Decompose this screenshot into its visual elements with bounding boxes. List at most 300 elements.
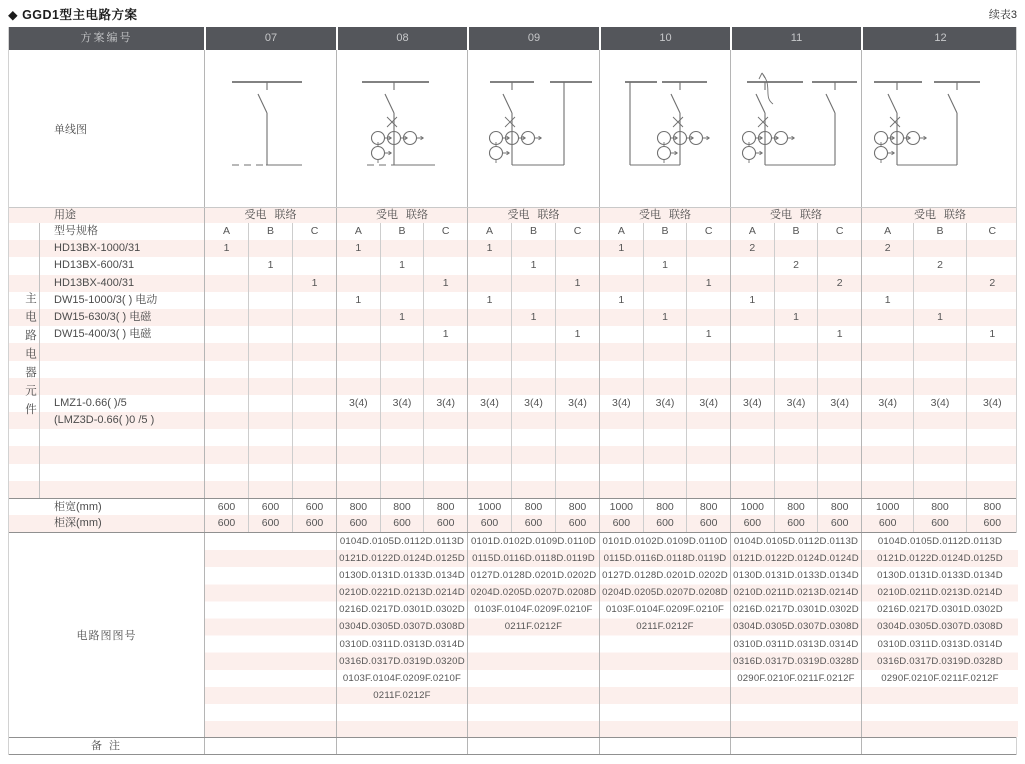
- circuit-number-line: 0211F.0212F: [504, 621, 563, 633]
- scheme-group: [730, 275, 861, 292]
- scheme-group: [336, 361, 467, 378]
- scheme-number-cell: 12: [861, 27, 1018, 50]
- circuit-number-section: [9, 532, 1016, 737]
- spec-cell: [774, 326, 818, 343]
- spec-cell: 800: [643, 499, 687, 515]
- spec-cell: [248, 240, 292, 257]
- spec-cell: [731, 378, 774, 395]
- spec-cell: 1: [511, 309, 555, 326]
- spec-cell: [817, 481, 861, 498]
- single-line-diagram-12: [861, 50, 1018, 207]
- spec-cell: [292, 481, 336, 498]
- spec-cell: C: [686, 223, 730, 240]
- spec-cell: 600: [248, 499, 292, 515]
- spec-cell: [205, 429, 248, 446]
- spec-cell: [337, 275, 380, 292]
- circuit-number-line: 0104D.0105D.0112D.0113D: [733, 536, 859, 547]
- spec-cell: [862, 446, 913, 463]
- scheme-group: [730, 326, 861, 343]
- spec-cell: [337, 446, 380, 463]
- scheme-group: [467, 481, 599, 498]
- scheme-group: [467, 343, 599, 360]
- usage-label: 用途: [54, 209, 76, 221]
- spec-cell: [555, 309, 599, 326]
- scheme-group: [730, 257, 861, 274]
- spec-cell: [511, 240, 555, 257]
- spec-cell: [511, 292, 555, 309]
- spec-cell: [337, 326, 380, 343]
- spec-cell: [600, 464, 643, 481]
- scheme-group: [599, 275, 730, 292]
- scheme-group: [599, 429, 730, 446]
- spec-row-label: (LMZ3D-0.66( )0 /5 ): [54, 414, 155, 427]
- scheme-group: [204, 446, 336, 463]
- spec-cell: 3(4): [480, 396, 499, 409]
- spec-row: [9, 361, 1016, 378]
- scheme-group: [204, 326, 336, 343]
- spec-cell: [643, 343, 687, 360]
- spec-cell: [686, 429, 730, 446]
- spec-cell: [205, 326, 248, 343]
- spec-cell: 1: [966, 326, 1016, 343]
- spec-cell: 3(4): [611, 396, 631, 409]
- spec-cell: [292, 361, 336, 378]
- scheme-group: [599, 292, 730, 309]
- spec-cell: [817, 412, 861, 429]
- spec-cell: [380, 429, 424, 446]
- spec-cell: 3(4): [878, 396, 897, 409]
- spec-cell: [337, 257, 380, 274]
- page-title: ◆ GGD1型主电路方案: [8, 7, 138, 22]
- scheme-group: [599, 223, 730, 240]
- spec-cell: [468, 481, 511, 498]
- spec-cell: [337, 412, 380, 429]
- spec-rows: [9, 223, 1016, 532]
- scheme-group: [336, 499, 467, 515]
- spec-cell: [468, 464, 511, 481]
- spec-cell: 1: [223, 242, 230, 255]
- scheme-group: [861, 361, 1016, 378]
- spec-cell: [380, 343, 424, 360]
- spec-cell: [511, 446, 555, 463]
- scheme-group: [336, 446, 467, 463]
- spec-cell: 1: [555, 275, 599, 292]
- spec-cell: 800: [380, 499, 424, 515]
- spec-cell: [555, 464, 599, 481]
- spec-cell: [966, 429, 1016, 446]
- spec-cell: 2: [817, 275, 861, 292]
- spec-cell: 1: [292, 275, 336, 292]
- scheme-group: [730, 395, 861, 412]
- scheme-group: [730, 429, 861, 446]
- circuit-number-line: 0121D.0122D.0124D.0125D: [877, 553, 1003, 565]
- spec-cell: 600: [966, 515, 1016, 532]
- circuit-number-column: [730, 533, 861, 737]
- scheme-group: [467, 309, 599, 326]
- spec-cell: [600, 275, 643, 292]
- spec-cell: [205, 275, 248, 292]
- spec-cell: [862, 257, 913, 274]
- spec-cell: [292, 292, 336, 309]
- circuit-number-line: 0103F.0104F.0209F.0210F: [474, 604, 593, 616]
- scheme-group: [599, 481, 730, 498]
- scheme-group: [336, 464, 467, 481]
- spec-cell: [380, 446, 424, 463]
- spec-cell: [380, 326, 424, 343]
- spec-cell: [731, 412, 774, 429]
- spec-cell: [423, 429, 467, 446]
- scheme-number-cell: 07: [204, 27, 336, 50]
- circuit-number-line: 0103F.0104F.0209F.0210F: [605, 604, 725, 616]
- spec-row: [9, 326, 1016, 343]
- spec-cell: 2: [749, 242, 756, 255]
- spec-row: [9, 292, 1016, 309]
- spec-cell: [511, 429, 555, 446]
- spec-cell: [600, 446, 643, 463]
- scheme-number-cell: 11: [730, 27, 861, 50]
- usage-value: 受电 联络: [336, 208, 467, 223]
- circuit-number-line: 0316D.0317D.0319D.0328D: [733, 655, 859, 667]
- scheme-group: [204, 499, 336, 515]
- spec-cell: [292, 326, 336, 343]
- spec-cell: 800: [913, 499, 965, 515]
- spec-cell: [468, 446, 511, 463]
- spec-cell: [468, 257, 511, 274]
- spec-cell: 3(4): [966, 395, 1016, 412]
- scheme-group: [861, 446, 1016, 463]
- spec-cell: 600: [817, 515, 861, 532]
- spec-cell: 1: [355, 293, 362, 306]
- spec-cell: 600: [686, 515, 730, 532]
- circuit-number-line: 0121D.0122D.0124D.0125D: [339, 553, 465, 565]
- spec-cell: [817, 378, 861, 395]
- scheme-group: [204, 292, 336, 309]
- spec-cell: 800: [966, 499, 1016, 515]
- scheme-group: [730, 292, 861, 309]
- spec-cell: [555, 481, 599, 498]
- spec-cell: [643, 292, 687, 309]
- spec-cell: 1: [486, 242, 493, 255]
- scheme-number-cell: 09: [467, 27, 599, 50]
- remarks-label: 备 注: [90, 740, 123, 752]
- spec-cell: [555, 240, 599, 257]
- scheme-group: [467, 257, 599, 274]
- circuit-number-column: [599, 533, 730, 737]
- spec-cell: [774, 378, 818, 395]
- spec-cell: 600: [878, 517, 897, 530]
- circuit-number-line: 0210D.0211D.0213D.0214D: [733, 587, 859, 599]
- scheme-group: [467, 429, 599, 446]
- circuit-number-line: 0216D.0217D.0301D.0302D: [733, 604, 859, 616]
- spec-cell: [774, 343, 818, 360]
- spec-cell: [731, 429, 774, 446]
- spec-cell: [774, 464, 818, 481]
- circuit-number-line: 0104D.0105D.0112D.0113D: [877, 536, 1003, 547]
- spec-row-label: DW15-1000/3( ) 电动: [54, 293, 158, 306]
- spec-cell: 600: [217, 517, 236, 530]
- spec-cell: [862, 326, 913, 343]
- single-line-diagram-row: [9, 50, 1016, 207]
- spec-row-label: HD13BX-400/31: [54, 276, 135, 289]
- spec-body: [9, 207, 1016, 532]
- spec-cell: 1: [380, 309, 424, 326]
- spec-cell: [731, 275, 774, 292]
- spec-cell: [423, 257, 467, 274]
- spec-cell: [292, 429, 336, 446]
- circuit-number-column: [204, 533, 336, 737]
- spec-cell: [468, 343, 511, 360]
- scheme-group: [336, 378, 467, 395]
- spec-cell: [205, 481, 248, 498]
- spec-cell: [205, 378, 248, 395]
- spec-cell: [686, 343, 730, 360]
- spec-cell: 1000: [477, 501, 502, 513]
- spec-cell: [511, 326, 555, 343]
- spec-cell: [643, 361, 687, 378]
- spec-cell: [423, 343, 467, 360]
- spec-cell: [600, 429, 643, 446]
- spec-cell: [774, 361, 818, 378]
- scheme-group: [204, 395, 336, 412]
- scheme-group: [204, 481, 336, 498]
- spec-cell: [248, 395, 292, 412]
- spec-cell: [817, 343, 861, 360]
- spec-cell: [248, 343, 292, 360]
- spec-cell: [913, 446, 965, 463]
- spec-cell: B: [248, 223, 292, 240]
- spec-cell: [686, 292, 730, 309]
- spec-cell: [913, 343, 965, 360]
- scheme-group: [336, 429, 467, 446]
- spec-cell: [966, 378, 1016, 395]
- spec-cell: C: [292, 223, 336, 240]
- spec-cell: [686, 412, 730, 429]
- scheme-group: [861, 464, 1016, 481]
- spec-row-label: DW15-630/3( ) 电磁: [54, 310, 152, 323]
- spec-cell: [862, 343, 913, 360]
- spec-row-label: DW15-400/3( ) 电磁: [54, 328, 152, 341]
- circuit-number-line: 0211F.0212F: [373, 689, 431, 701]
- scheme-group: [467, 275, 599, 292]
- spec-cell: A: [617, 225, 625, 237]
- spec-cell: [555, 378, 599, 395]
- usage-row: [9, 208, 1016, 223]
- scheme-group: [730, 223, 861, 240]
- scheme-group: [861, 257, 1016, 274]
- spec-cell: [248, 481, 292, 498]
- spec-cell: [817, 446, 861, 463]
- spec-cell: [205, 292, 248, 309]
- spec-cell: 3(4): [555, 395, 599, 412]
- spec-cell: 2: [774, 257, 818, 274]
- spec-cell: 1: [486, 293, 493, 306]
- usage-value: 受电 联络: [599, 208, 730, 223]
- circuit-number-line: 0204D.0205D.0207D.0208D: [602, 587, 728, 599]
- spec-cell: [643, 446, 687, 463]
- spec-cell: [380, 378, 424, 395]
- spec-cell: [337, 343, 380, 360]
- spec-row: [9, 275, 1016, 292]
- scheme-table: [8, 27, 1017, 755]
- spec-cell: [380, 412, 424, 429]
- scheme-group: [861, 412, 1016, 429]
- spec-cell: [423, 292, 467, 309]
- spec-cell: [555, 343, 599, 360]
- scheme-group: [467, 412, 599, 429]
- spec-row: [9, 223, 1016, 240]
- circuit-number-label: 电路图图号: [76, 630, 137, 642]
- spec-cell: [966, 257, 1016, 274]
- spec-cell: 1: [913, 309, 965, 326]
- spec-cell: 3(4): [380, 395, 424, 412]
- spec-cell: B: [511, 223, 555, 240]
- spec-cell: [423, 481, 467, 498]
- spec-cell: [774, 240, 818, 257]
- spec-cell: 3(4): [643, 395, 687, 412]
- spec-cell: [643, 412, 687, 429]
- spec-cell: [966, 309, 1016, 326]
- spec-row-label: 柜宽(mm): [54, 501, 102, 513]
- remarks-row: [9, 737, 1016, 755]
- scheme-group: [204, 515, 336, 532]
- spec-cell: [555, 257, 599, 274]
- spec-cell: [511, 275, 555, 292]
- spec-row: [9, 498, 1016, 515]
- spec-row: [9, 464, 1016, 481]
- spec-cell: [966, 464, 1016, 481]
- spec-row: [9, 378, 1016, 395]
- scheme-group: [599, 343, 730, 360]
- spec-cell: 600: [248, 515, 292, 532]
- spec-cell: B: [643, 223, 687, 240]
- spec-cell: 1: [643, 257, 687, 274]
- spec-cell: 600: [743, 517, 762, 530]
- scheme-group: [730, 464, 861, 481]
- remarks-cell: [861, 738, 1018, 754]
- spec-cell: 1: [643, 309, 687, 326]
- spec-cell: 600: [349, 517, 368, 530]
- spec-cell: 1: [511, 257, 555, 274]
- spec-cell: [862, 361, 913, 378]
- spec-cell: [600, 378, 643, 395]
- scheme-group: [861, 515, 1016, 532]
- spec-cell: [862, 464, 913, 481]
- spec-cell: [555, 292, 599, 309]
- single-line-diagram-07: [204, 50, 336, 207]
- spec-cell: [555, 429, 599, 446]
- circuit-number-line: 0115D.0116D.0118D.0119D: [603, 553, 727, 565]
- spec-cell: [686, 240, 730, 257]
- scheme-group: [336, 395, 467, 412]
- circuit-number-line: 0290F.0210F.0211F.0212F: [881, 672, 999, 684]
- spec-cell: A: [884, 225, 892, 237]
- remarks-cell: [204, 738, 336, 754]
- spec-row: [9, 395, 1016, 412]
- spec-cell: 600: [511, 515, 555, 532]
- circuit-number-line: 0211F.0212F: [636, 621, 694, 633]
- remarks-cell: [467, 738, 599, 754]
- spec-cell: [555, 446, 599, 463]
- spec-cell: [423, 309, 467, 326]
- spec-cell: [511, 343, 555, 360]
- usage-value: 受电 联络: [467, 208, 599, 223]
- spec-cell: 1: [248, 257, 292, 274]
- spec-cell: [205, 361, 248, 378]
- spec-cell: [337, 309, 380, 326]
- spec-cell: [600, 326, 643, 343]
- circuit-number-line: 0216D.0217D.0301D.0302D: [339, 604, 465, 616]
- spec-cell: [686, 481, 730, 498]
- scheme-group: [336, 515, 467, 532]
- spec-row: [9, 446, 1016, 463]
- spec-cell: 1: [817, 326, 861, 343]
- spec-cell: 1: [618, 293, 625, 306]
- spec-cell: [292, 257, 336, 274]
- spec-cell: [817, 292, 861, 309]
- spec-cell: 3(4): [423, 395, 467, 412]
- scheme-group: [336, 343, 467, 360]
- spec-cell: 1: [423, 326, 467, 343]
- spec-cell: [600, 257, 643, 274]
- single-line-diagram-11: [730, 50, 861, 207]
- scheme-group: [204, 240, 336, 257]
- spec-cell: [862, 378, 913, 395]
- circuit-number-line: 0127D.0128D.0201D.0202D: [602, 570, 728, 582]
- spec-cell: [774, 481, 818, 498]
- scheme-group: [730, 446, 861, 463]
- continuation-note: 续表3: [988, 8, 1017, 21]
- circuit-number-line: 0204D.0205D.0207D.0208D: [470, 587, 597, 599]
- scheme-number-header: 方案编号: [80, 32, 133, 44]
- spec-cell: 800: [817, 499, 861, 515]
- circuit-number-line: 0310D.0311D.0313D.0314D: [733, 638, 859, 650]
- spec-cell: 1000: [609, 501, 634, 513]
- spec-cell: [643, 275, 687, 292]
- scheme-group: [204, 361, 336, 378]
- spec-cell: [205, 343, 248, 360]
- spec-cell: [337, 361, 380, 378]
- spec-cell: [468, 326, 511, 343]
- spec-cell: [380, 464, 424, 481]
- spec-cell: [248, 446, 292, 463]
- spec-cell: 800: [686, 499, 730, 515]
- remarks-cell: [336, 738, 467, 754]
- scheme-group: [467, 240, 599, 257]
- spec-cell: [643, 240, 687, 257]
- spec-cell: [913, 464, 965, 481]
- circuit-number-line: 0104D.0105D.0112D.0113D: [339, 536, 465, 547]
- spec-row: [9, 412, 1016, 429]
- spec-cell: [423, 464, 467, 481]
- spec-cell: [248, 309, 292, 326]
- spec-cell: 3(4): [913, 395, 965, 412]
- scheme-group: [861, 223, 1016, 240]
- scheme-group: [336, 481, 467, 498]
- spec-cell: C: [817, 223, 861, 240]
- circuit-number-line: 0304D.0305D.0307D.0308D: [733, 621, 859, 633]
- spec-cell: [966, 412, 1016, 429]
- scheme-number-cell: 10: [599, 27, 730, 50]
- spec-cell: [862, 481, 913, 498]
- scheme-group: [467, 223, 599, 240]
- spec-cell: [913, 240, 965, 257]
- scheme-group: [599, 412, 730, 429]
- spec-cell: [205, 395, 248, 412]
- spec-cell: [862, 275, 913, 292]
- spec-cell: [817, 429, 861, 446]
- spec-cell: 800: [555, 499, 599, 515]
- spec-cell: [774, 292, 818, 309]
